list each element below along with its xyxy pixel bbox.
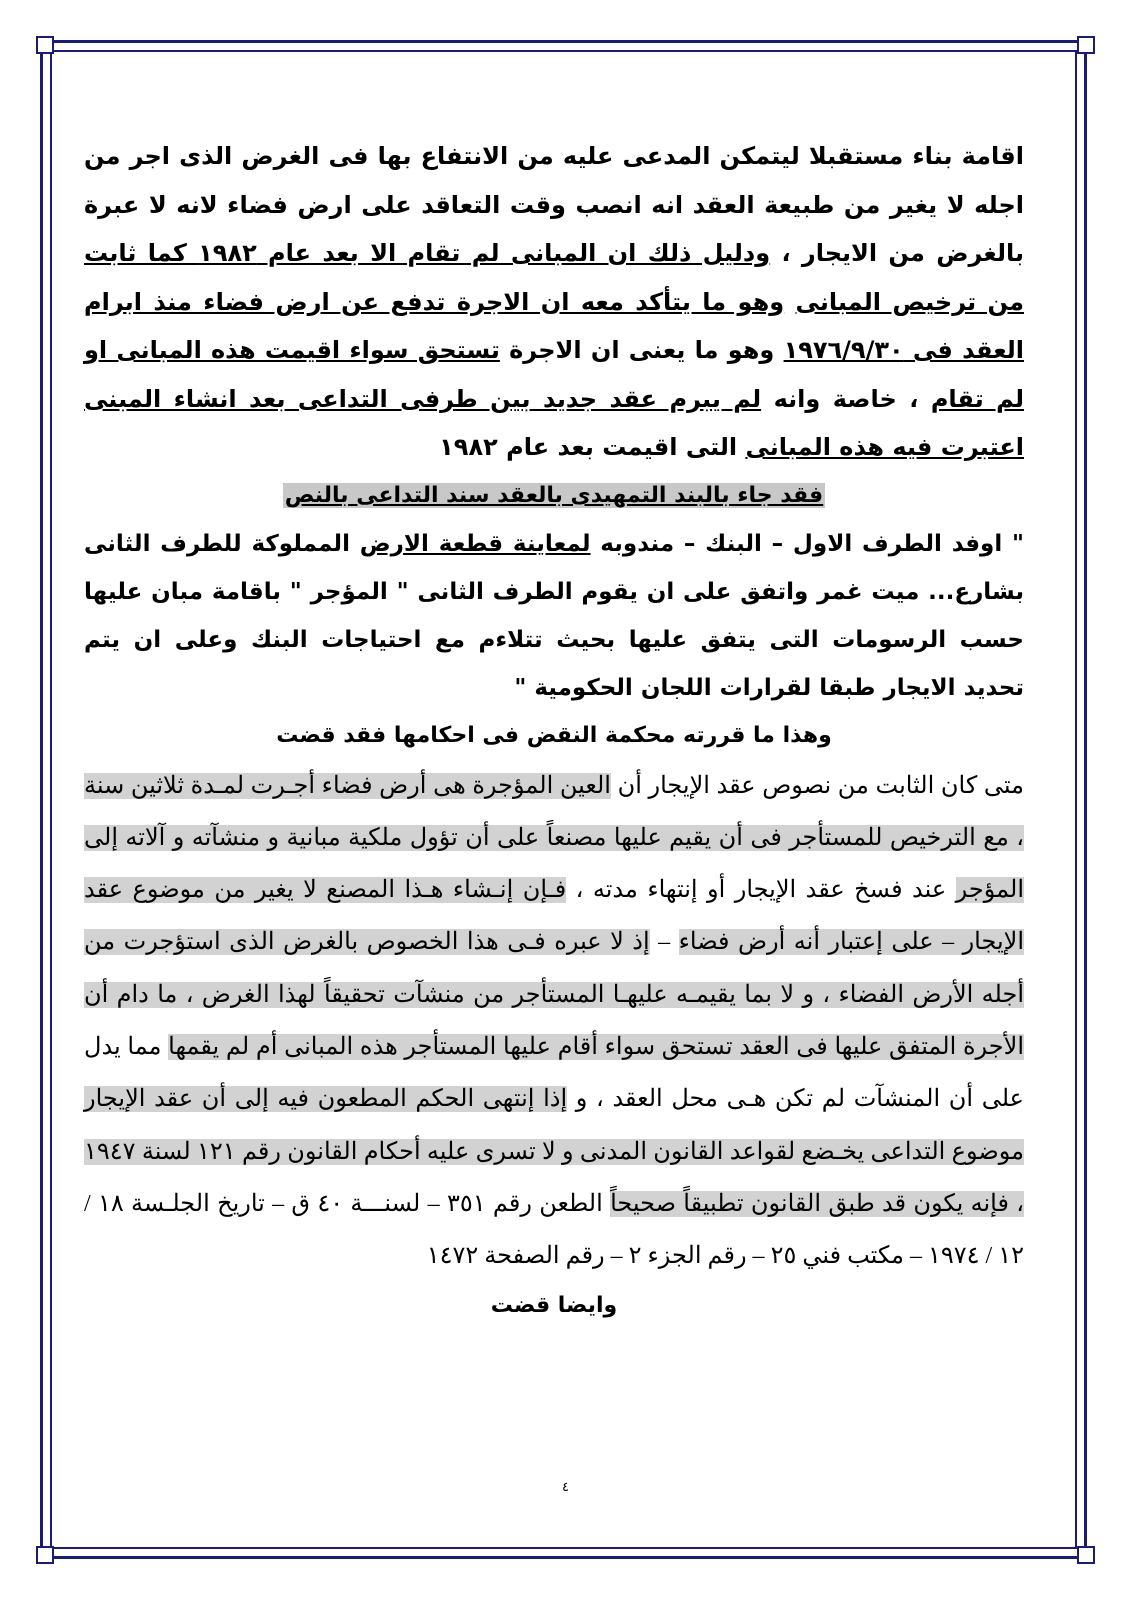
text-run: ، خاصة وانه <box>761 384 931 413</box>
border-corner-ornament <box>1077 36 1095 54</box>
heading-text: وايضا قضت <box>490 1293 618 1319</box>
text-run: المملوكة للطرف الثانى بشارع... ميت غمر واتفق على ان يقوم الطرف الثانى " المؤجر " باقامة مبان عليها حسب الرسومات التى يتفق عليها بحيث تتلاءم مع احتياجات البنك وعلى ان يتم تحديد الايجار طبقا لقرارات اللجان الحكومية " <box>84 530 1024 701</box>
underlined-text: ودليل ذلك ان المبانى لم تقام الا بعد عام ١٩٨٢ كما ثابت من ترخيص المبانى <box>84 239 1024 316</box>
text-run: عند فسخ عقد الإيجار أو إنتهاء مدته ، <box>566 877 956 904</box>
court-ruling-quote <box>84 760 1024 1283</box>
underlined-text: لم يبرم عقد جديد بين طرفى التداعى بعد انشاء المبنى اعتبرت فيه هذه المبانى <box>84 384 1024 461</box>
border-corner-ornament <box>36 1546 54 1564</box>
section-heading-contract-clause <box>84 472 1024 520</box>
text-run: التى اقيمت بعد عام ١٩٨٢ <box>439 433 746 461</box>
heading-text: فقد جاء بالبند التمهيدى بالعقد سند التداعى بالنص <box>284 482 824 508</box>
text-run: وهو ما يعنى ان الاجرة <box>499 336 784 364</box>
text-run <box>784 288 795 316</box>
citation-text: الطعن رقم ٣٥١ – لسنـــة ٤٠ ق – تاريخ الجلـسة ١٨ / ١٢ / ١٩٧٤ – مكتب فني ٢٥ – رقم الجزء ٢ – رقم الصفحة ١٤٧٢ <box>84 1190 1024 1270</box>
document-body <box>84 132 1024 1330</box>
underlined-text: تستحق سواء اقيمت هذه المبانى او لم تقام <box>84 336 1025 413</box>
text-run: مما يدل على أن المنشآت لم تكن هـى محل العقد ، و <box>84 1033 1024 1113</box>
highlighted-text: إذ لا عبره فـى هذا الخصوص بالغرض الذى استؤجرت من أجله الأرض الفضاء ، و لا بما يقيمـه عليهـا المستأجر من منشآت تحقيقاً لهذا الغرض ، ما دام أن الأجرة المتفق عليها فى العقد تستحق سواء أقام عليها المستأجر هذه المبانى أم لم يقمها <box>84 929 1024 1060</box>
border-corner-ornament <box>1077 1546 1095 1564</box>
underlined-text: لمعاينة قطعة الارض <box>359 530 591 557</box>
text-run: " اوفد الطرف الاول – البنك – مندوبه <box>590 530 1024 557</box>
highlighted-text: العين المؤجرة هى أرض فضاء أجـرت لمـدة ثلاثين سنة ، مع الترخيص للمستأجر فى أن يقيم عليها مصنعاً على أن تؤول ملكية مبانية و منشآته و آلاته إلى المؤجر <box>84 772 1024 904</box>
text-run: اقامة بناء مستقبلا ليتمكن المدعى عليه من الانتفاع بها فى الغرض الذى اجر من اجله لا يغير من طبيعة العقد انه انصب وقت التعاقد على ارض فضاء لانه لا عبرة بالغرض من الايجار ، <box>84 142 1025 267</box>
underlined-text: وهو ما يتأكد معه ان الاجرة تدفع عن ارض فضاء منذ ابرام العقد فى ١٩٧٦/٩/٣٠ <box>84 287 1025 364</box>
border-corner-ornament <box>36 36 54 54</box>
contract-clause-quote <box>84 520 1024 712</box>
text-run: – <box>649 929 679 956</box>
section-heading-also-ruled <box>84 1282 1024 1330</box>
page-number: ٤ <box>562 1480 569 1495</box>
highlighted-text: فـإن إنـشاء هـذا المصنع لا يغير من موضوع عقد الإيجار – على إعتبار أنه أرض فضاء <box>84 877 1025 956</box>
text-run: متى كان الثابت من نصوص عقد الإيجار أن <box>610 772 1024 799</box>
highlighted-text: إذا إنتهى الحكم المطعون فيه إلى أن عقد الإيجار موضوع التداعى يخـضع لقواعد القانون المدنى و لا تسرى عليه أحكام القانون رقم ١٢١ لسنة ١٩٤٧ ، فإنه يكون قد طبق القانون تطبيقاً صحيحاً <box>84 1086 1024 1217</box>
section-heading-court-ruling <box>84 712 1024 760</box>
argument-paragraph <box>84 132 1024 472</box>
heading-text: وهذا ما قررته محكمة النقض فى احكامها فقد قضت <box>276 722 832 748</box>
